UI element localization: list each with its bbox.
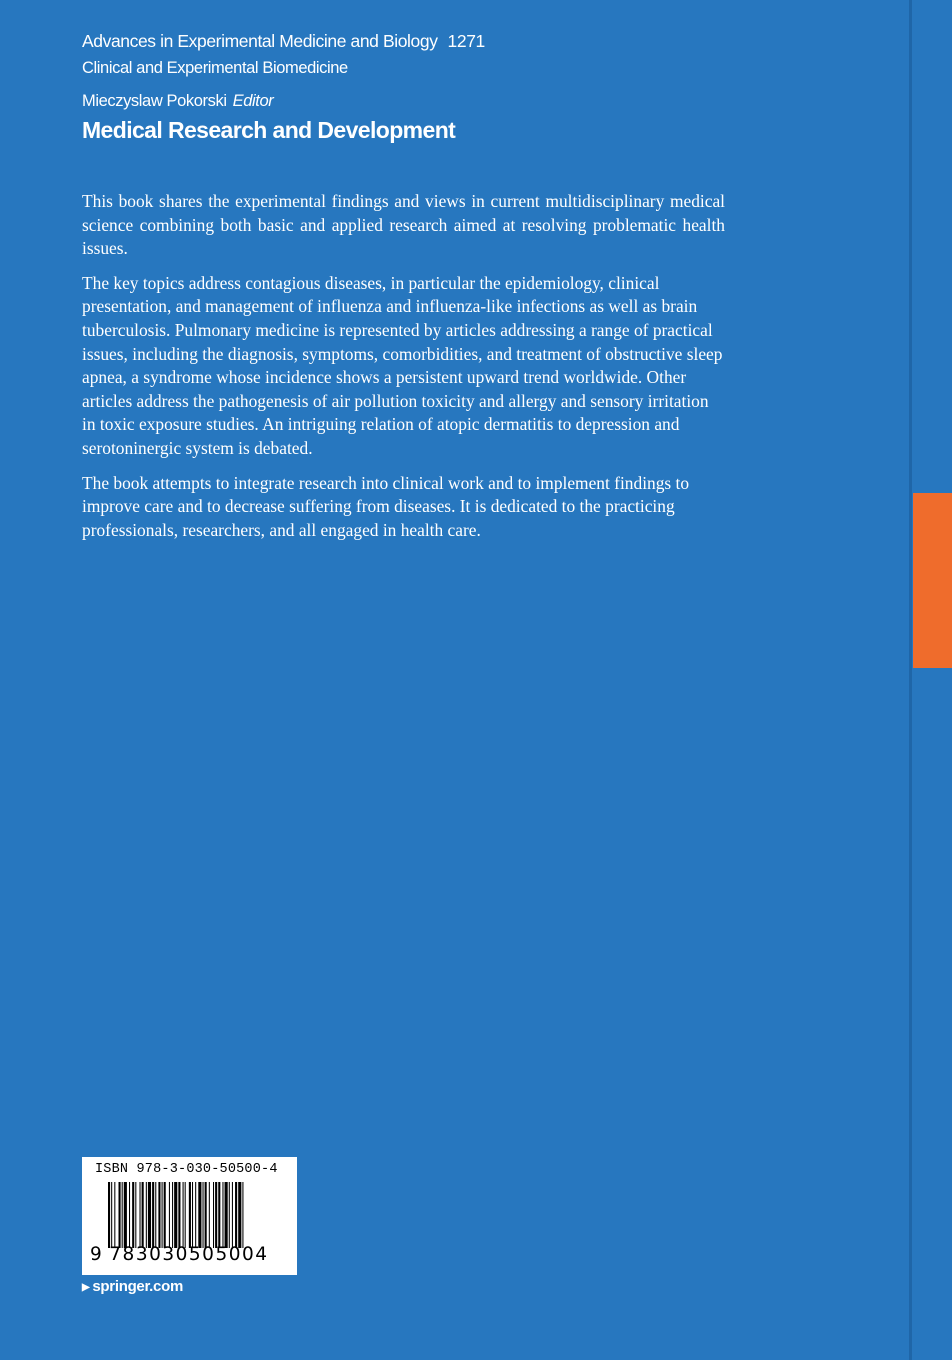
barcode-bar [192, 1182, 193, 1248]
description-paragraph: The book attempts to integrate research into clinical work and to implement findings to improve care and to decrease suffering from diseases. It is dedicated to the practicing professionals, researchers, and all engaged in health care. [82, 472, 690, 540]
editor-name: Mieczyslaw Pokorski [82, 92, 227, 110]
barcode-bar [111, 1182, 112, 1248]
series-line [82, 28, 782, 55]
series-name: Advances in Experimental Medicine and Biology [82, 31, 438, 51]
barcode-bar [218, 1182, 220, 1248]
barcode-bar [172, 1182, 173, 1248]
barcode-bar [108, 1182, 110, 1248]
publisher-url: springer.com [92, 1278, 183, 1295]
barcode-bar [178, 1182, 180, 1248]
barcode-bars [108, 1182, 284, 1248]
book-title: Medical Research and Development [82, 117, 456, 143]
barcode-bar [183, 1182, 184, 1248]
cover-header [82, 28, 782, 145]
barcode-bar [135, 1182, 136, 1248]
barcode-bar [124, 1182, 127, 1248]
publisher-link[interactable] [82, 1278, 183, 1295]
barcode-bar [152, 1182, 154, 1248]
barcode-bar [222, 1182, 223, 1248]
barcode-bar [129, 1182, 130, 1248]
barcode-bar [198, 1182, 201, 1248]
barcode-bar [189, 1182, 191, 1248]
barcode-bar [155, 1182, 156, 1248]
description-paragraph: The key topics address contagious diseases, in particular the epidemiology, clinical presentation, and management of influenza and influenza-like infections as well as brain tuberculosis. Pulmonary medicine is represented by articles addressing a range of practical issues, including the diagnosis, symptoms, comorbidities, and treatment of obstructive sleep apnea, a syndrome whose incidence shows a persistent upward trend worldwide. Other articles address the pathogenesis of air pollution toxicity and allergy and sensory irritation in toxic exposure studies. An intriguing relation of atopic dermatitis to depression and serotoninergic system is debated. [82, 272, 723, 458]
ean-first-digit: 9 [90, 1244, 104, 1265]
spine-line [909, 0, 912, 1360]
barcode-bar [119, 1182, 121, 1248]
subseries-name: Clinical and Experimental Biomedicine [82, 59, 348, 77]
barcode-bar [146, 1182, 147, 1248]
triangle-right-icon: ▶ [82, 1282, 90, 1293]
spine-color-tab [913, 493, 952, 668]
barcode-bar [238, 1182, 241, 1248]
barcode-bar [162, 1182, 163, 1248]
barcode-bar [225, 1182, 228, 1248]
barcode-bar [140, 1182, 141, 1248]
isbn-barcode [82, 1157, 297, 1275]
barcode-bar [229, 1182, 230, 1248]
editor-line [82, 89, 782, 113]
isbn-label: ISBN 978-3-030-50500-4 [95, 1162, 278, 1177]
editor-role: Editor [232, 92, 274, 110]
barcode-bar [242, 1182, 243, 1248]
barcode-bar [203, 1182, 204, 1248]
barcode-bar [142, 1182, 144, 1248]
description-paragraph: This book shares the experimental findings and views in current multidisciplinary medical science combining both basic and applied research aimed at resolving problematic health issues. [82, 191, 725, 259]
barcode-bar [164, 1182, 166, 1248]
ean-digits [90, 1244, 290, 1265]
barcode-bar [205, 1182, 207, 1248]
barcode-bar [122, 1182, 123, 1248]
barcode-bar [215, 1182, 217, 1248]
barcode-bar [158, 1182, 160, 1248]
barcode-bar [174, 1182, 177, 1248]
barcode-bar [235, 1182, 237, 1248]
barcode-bar [114, 1182, 115, 1248]
barcode-bar [169, 1182, 170, 1248]
barcode-bar [132, 1182, 134, 1248]
barcode-bar [195, 1182, 196, 1248]
book-description [82, 190, 725, 553]
ean-digit-groups: 783030505004 [109, 1244, 269, 1265]
series-volume: 1271 [447, 31, 485, 51]
barcode-bar [148, 1182, 151, 1248]
barcode-bar [209, 1182, 210, 1248]
barcode-bar [232, 1182, 233, 1248]
barcode-bar [213, 1182, 214, 1248]
barcode-bar [185, 1182, 186, 1248]
